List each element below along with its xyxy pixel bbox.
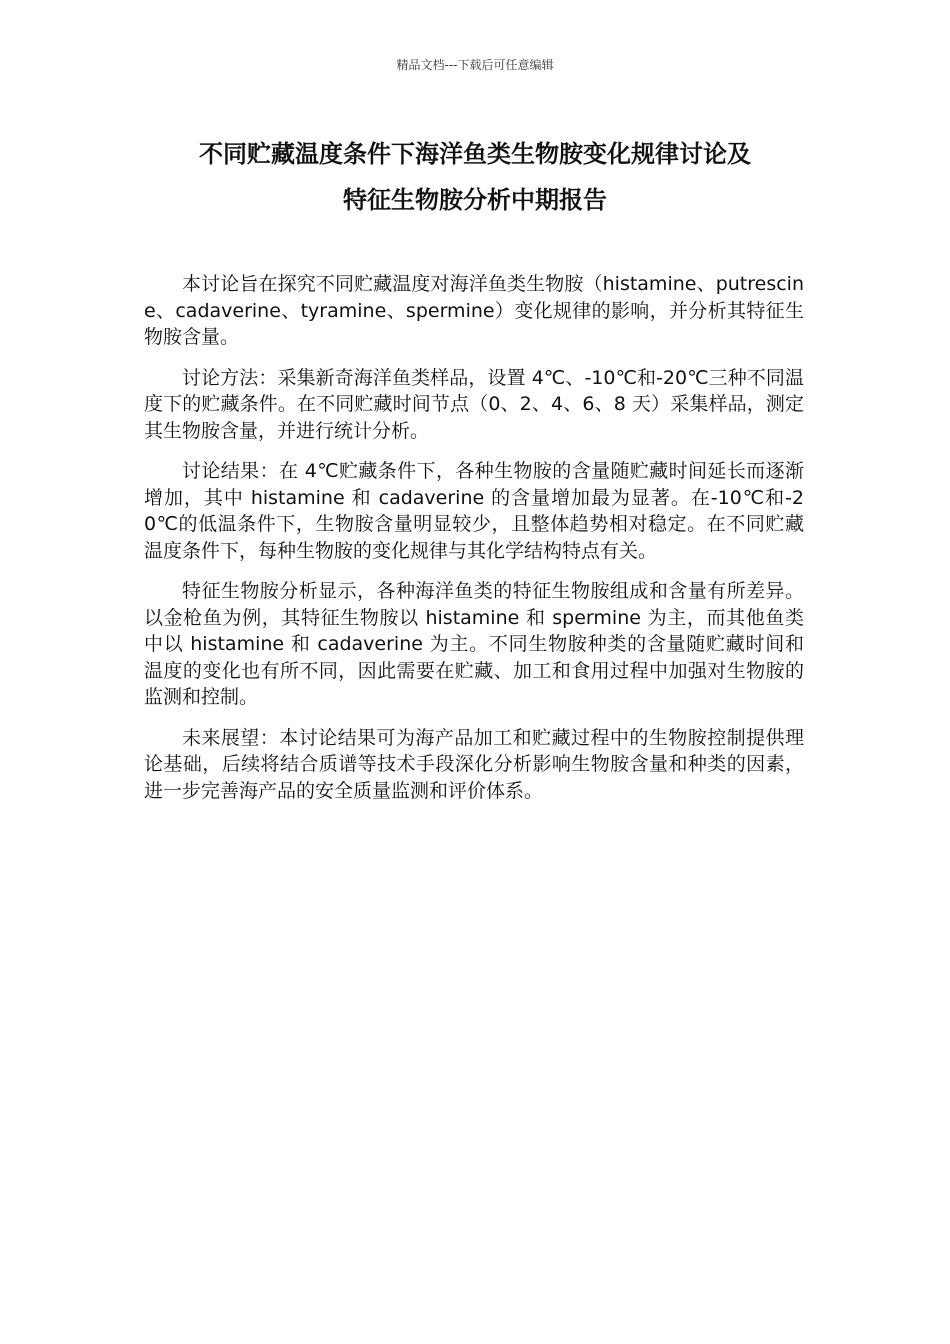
header-note: 精品文档---下载后可任意编辑 xyxy=(396,58,554,72)
title-line-2: 特征生物胺分析中期报告 xyxy=(343,186,607,214)
paragraph-intro: 本讨论旨在探究不同贮藏温度对海洋鱼类生物胺（histamine、putrescine、cadaverine、tyramine、spermine）变化规律的影响，并分析其特征生物胺含量。 xyxy=(144,273,804,348)
paragraph-characteristic-analysis: 特征生物胺分析显示，各种海洋鱼类的特征生物胺组成和含量有所差异。以金枪鱼为例，其特征生物胺以 histamine 和 spermine 为主，而其他鱼类中以 histamine 和 cadaverine 为主。不同生物胺种类的含量随贮藏时间和温度的变化也有所不同，因此需要在贮藏、加工和食用过程中加强对生物胺的监测和控制。 xyxy=(144,580,804,708)
title-line-1: 不同贮藏温度条件下海洋鱼类生物胺变化规律讨论及 xyxy=(199,140,751,168)
paragraph-results: 讨论结果：在 4℃贮藏条件下，各种生物胺的含量随贮藏时间延长而逐渐增加，其中 histamine 和 cadaverine 的含量增加最为显著。在-10℃和-20℃的低温条件下，生物胺含量明显较少，且整体趋势相对稳定。在不同贮藏温度条件下，每种生物胺的变化规律与其化学结构特点有关。 xyxy=(144,460,804,562)
paragraph-methods: 讨论方法：采集新奇海洋鱼类样品，设置 4℃、-10℃和-20℃三种不同温度下的贮藏条件。在不同贮藏时间节点（0、2、4、6、8 天）采集样品，测定其生物胺含量，并进行统计分析。 xyxy=(144,366,804,442)
document-body xyxy=(144,271,804,818)
paragraph-outlook: 未来展望：本讨论结果可为海产品加工和贮藏过程中的生物胺控制提供理论基础，后续将结合质谱等技术手段深化分析影响生物胺含量和种类的因素，进一步完善海产品的安全质量监测和评价体系。 xyxy=(144,726,804,802)
document-title xyxy=(120,131,830,223)
